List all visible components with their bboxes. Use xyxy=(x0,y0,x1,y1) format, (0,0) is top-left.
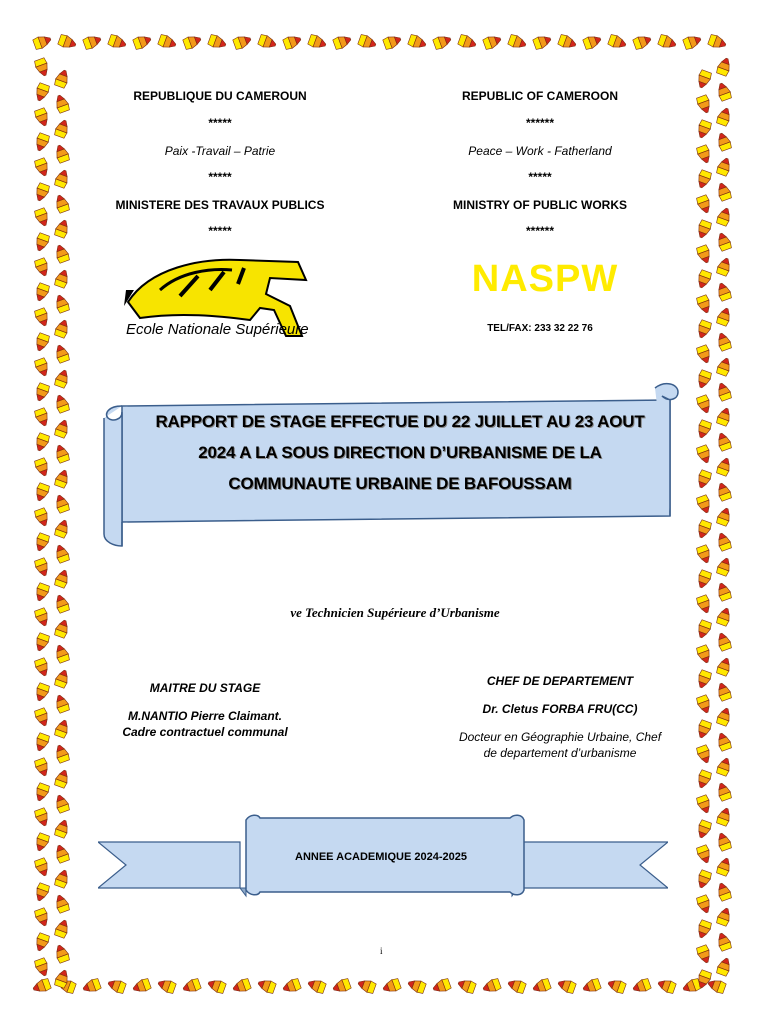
candy-corn-icon xyxy=(632,33,652,50)
candy-corn-icon xyxy=(34,257,51,277)
candy-corn-icon xyxy=(716,606,733,626)
candy-corn-icon xyxy=(81,978,101,995)
national-motto-en: Peace – Work - Fatherland xyxy=(468,144,612,158)
candy-corn-icon xyxy=(607,34,627,51)
candy-corn-icon xyxy=(53,293,70,313)
candy-corn-icon xyxy=(715,731,732,751)
candy-corn-icon xyxy=(306,977,326,994)
candy-corn-icon xyxy=(481,978,501,995)
candy-corn-icon xyxy=(716,956,733,976)
candy-corn-icon xyxy=(54,468,71,488)
candy-corn-icon xyxy=(33,882,50,902)
candy-corn-icon xyxy=(54,868,71,888)
national-motto-fr: Paix -Travail – Patrie xyxy=(164,144,276,158)
department-head-name: Dr. Cletus FORBA FRU(CC) xyxy=(482,702,638,716)
candy-corn-icon xyxy=(34,807,51,827)
candy-corn-icon xyxy=(715,881,732,901)
candy-corn-icon xyxy=(33,632,50,652)
candy-corn-icon xyxy=(53,643,70,663)
candy-corn-icon xyxy=(606,977,626,994)
candy-corn-icon xyxy=(695,569,712,589)
candy-corn-icon xyxy=(256,977,276,994)
candy-corn-icon xyxy=(696,644,713,664)
separator-stars: ***** xyxy=(208,170,232,184)
candy-corn-icon xyxy=(207,34,227,51)
candy-corn-icon xyxy=(381,978,401,995)
candy-corn-icon xyxy=(696,894,713,914)
candy-corn-icon xyxy=(715,681,732,701)
candy-corn-icon xyxy=(53,393,70,413)
candy-corn-icon xyxy=(716,356,733,376)
candy-corn-icon xyxy=(715,81,732,101)
candy-corn-icon xyxy=(33,732,50,752)
candy-corn-icon xyxy=(33,582,50,602)
candy-corn-icon xyxy=(696,744,713,764)
candy-corn-icon xyxy=(407,34,427,51)
candy-corn-icon xyxy=(54,418,71,438)
candy-corn-icon xyxy=(54,318,71,338)
candy-corn-icon xyxy=(532,33,552,50)
candy-corn-icon xyxy=(33,432,50,452)
candy-corn-icon xyxy=(107,34,127,51)
enstp-logo-caption: Ecole Nationale Supérieure xyxy=(126,321,309,338)
candy-corn-icon xyxy=(357,34,377,51)
candy-corn-icon xyxy=(431,978,451,995)
candy-corn-icon xyxy=(715,831,732,851)
candy-corn-icon xyxy=(53,443,70,463)
candy-corn-icon xyxy=(696,144,713,164)
candy-corn-icon xyxy=(432,33,452,50)
candy-corn-icon xyxy=(33,482,50,502)
candy-corn-icon xyxy=(695,769,712,789)
candy-corn-icon xyxy=(556,977,576,994)
candy-corn-icon xyxy=(696,244,713,264)
candy-corn-icon xyxy=(695,119,712,139)
candy-corn-icon xyxy=(696,844,713,864)
candy-corn-icon xyxy=(716,756,733,776)
title-scroll-banner xyxy=(100,378,682,548)
candy-corn-icon xyxy=(696,344,713,364)
candy-corn-icon xyxy=(695,69,712,89)
candy-corn-icon xyxy=(695,669,712,689)
candy-corn-icon xyxy=(716,106,733,126)
separator-stars: ****** xyxy=(525,116,555,130)
candy-corn-icon xyxy=(682,33,702,50)
separator-stars: ***** xyxy=(208,116,232,130)
country-name-fr: REPUBLIQUE DU CAMEROUN xyxy=(133,89,307,103)
candy-corn-icon xyxy=(715,181,732,201)
candy-corn-icon xyxy=(716,506,733,526)
candy-corn-icon xyxy=(707,34,727,51)
candy-corn-icon xyxy=(106,977,126,994)
candy-corn-icon xyxy=(715,481,732,501)
country-name-en: REPUBLIC OF CAMEROON xyxy=(462,89,618,103)
contact-phone: TEL/FAX: 233 32 22 76 xyxy=(487,323,593,334)
candy-corn-icon xyxy=(716,906,733,926)
candy-corn-icon xyxy=(54,518,71,538)
candy-corn-icon xyxy=(232,33,252,50)
candy-corn-icon xyxy=(34,657,51,677)
candy-corn-icon xyxy=(715,431,732,451)
candy-corn-icon xyxy=(715,581,732,601)
candy-corn-icon xyxy=(53,493,70,513)
candy-corn-icon xyxy=(696,544,713,564)
candy-corn-icon xyxy=(33,182,50,202)
candy-corn-icon xyxy=(33,832,50,852)
candy-corn-icon xyxy=(34,357,51,377)
candy-corn-icon xyxy=(33,532,50,552)
candy-corn-icon xyxy=(231,978,251,995)
candy-corn-icon xyxy=(281,978,301,995)
candy-corn-icon xyxy=(34,507,51,527)
candy-corn-icon xyxy=(557,34,577,51)
candy-corn-icon xyxy=(33,782,50,802)
candy-corn-icon xyxy=(382,33,402,50)
candy-corn-icon xyxy=(716,856,733,876)
candy-corn-icon xyxy=(716,406,733,426)
candy-corn-icon xyxy=(34,557,51,577)
candy-corn-icon xyxy=(53,793,70,813)
candy-corn-icon xyxy=(631,978,651,995)
candy-corn-icon xyxy=(715,131,732,151)
candy-corn-icon xyxy=(53,893,70,913)
candy-corn-icon xyxy=(54,918,71,938)
report-title-line-3: COMMUNAUTE URBAINE DE BAFOUSSAM xyxy=(228,474,572,493)
candy-corn-icon xyxy=(34,907,51,927)
candy-corn-icon xyxy=(34,407,51,427)
candy-corn-icon xyxy=(54,118,71,138)
candy-corn-icon xyxy=(34,207,51,227)
candy-corn-icon xyxy=(696,94,713,114)
candy-corn-icon xyxy=(715,781,732,801)
candy-corn-icon xyxy=(53,943,70,963)
separator-stars: ***** xyxy=(528,170,552,184)
candy-corn-icon xyxy=(53,743,70,763)
candy-corn-icon xyxy=(695,519,712,539)
candy-corn-icon xyxy=(695,219,712,239)
candy-corn-icon xyxy=(716,456,733,476)
candy-corn-icon xyxy=(456,977,476,994)
candy-corn-icon xyxy=(695,369,712,389)
candy-corn-icon xyxy=(457,34,477,51)
candy-corn-icon xyxy=(34,607,51,627)
candy-corn-icon xyxy=(32,33,52,50)
candy-corn-icon xyxy=(34,457,51,477)
candy-corn-icon xyxy=(696,394,713,414)
candy-corn-icon xyxy=(716,256,733,276)
candy-corn-icon xyxy=(696,694,713,714)
candy-corn-icon xyxy=(34,957,51,977)
candy-corn-icon xyxy=(34,707,51,727)
candy-corn-icon xyxy=(582,33,602,50)
candy-corn-icon xyxy=(696,194,713,214)
candy-corn-icon xyxy=(57,34,77,51)
candy-corn-icon xyxy=(34,157,51,177)
candy-corn-icon xyxy=(406,977,426,994)
candy-corn-icon xyxy=(54,668,71,688)
candy-corn-icon xyxy=(34,307,51,327)
candy-corn-icon xyxy=(482,33,502,50)
candy-corn-icon xyxy=(54,618,71,638)
naspw-logo: NASPW xyxy=(471,258,619,300)
candy-corn-icon xyxy=(716,656,733,676)
candy-corn-icon xyxy=(82,33,102,50)
candy-corn-icon xyxy=(182,33,202,50)
candy-corn-icon xyxy=(696,294,713,314)
candy-corn-icon xyxy=(34,107,51,127)
candy-corn-icon xyxy=(695,469,712,489)
candy-corn-icon xyxy=(715,631,732,651)
candy-corn-icon xyxy=(34,857,51,877)
candy-corn-icon xyxy=(54,768,71,788)
candy-corn-icon xyxy=(695,919,712,939)
candy-corn-icon xyxy=(695,819,712,839)
academic-year: ANNEE ACADEMIQUE 2024-2025 xyxy=(295,851,467,863)
candy-corn-icon xyxy=(31,978,51,995)
candy-corn-icon xyxy=(33,682,50,702)
report-title-line-1: RAPPORT DE STAGE EFFECTUE DU 22 JUILLET AU 23 AOUT xyxy=(155,412,645,431)
candy-corn-icon xyxy=(33,932,50,952)
candy-corn-icon xyxy=(656,977,676,994)
candy-corn-icon xyxy=(34,757,51,777)
candy-corn-icon xyxy=(131,978,151,995)
candy-corn-icon xyxy=(696,444,713,464)
separator-stars: ***** xyxy=(208,224,232,238)
supervisor-position: Cadre contractuel communal xyxy=(122,725,288,739)
candy-corn-icon xyxy=(53,693,70,713)
candy-corn-icon xyxy=(715,281,732,301)
candy-corn-icon xyxy=(33,232,50,252)
candy-corn-icon xyxy=(356,977,376,994)
candy-corn-icon xyxy=(156,977,176,994)
candy-corn-icon xyxy=(716,56,733,76)
report-subtitle: ve Technicien Supérieure d’Urbanisme xyxy=(290,605,500,620)
enstp-logo xyxy=(120,250,315,342)
candy-corn-icon xyxy=(716,806,733,826)
candy-corn-icon xyxy=(332,33,352,50)
candy-corn-icon xyxy=(206,977,226,994)
candy-corn-icon xyxy=(581,978,601,995)
supervisor-name: M.NANTIO Pierre Claimant. xyxy=(127,709,283,723)
candy-corn-icon xyxy=(331,978,351,995)
candy-corn-icon xyxy=(715,231,732,251)
candy-corn-icon xyxy=(53,543,70,563)
candy-corn-icon xyxy=(33,382,50,402)
candy-corn-icon xyxy=(695,319,712,339)
candy-corn-icon xyxy=(54,168,71,188)
separator-stars: ****** xyxy=(525,224,555,238)
candy-corn-icon xyxy=(507,34,527,51)
candy-corn-icon xyxy=(695,419,712,439)
candy-corn-icon xyxy=(715,931,732,951)
candy-corn-icon xyxy=(33,82,50,102)
candy-corn-icon xyxy=(157,34,177,51)
supervisor-role: MAITRE DU STAGE xyxy=(149,681,261,695)
candy-corn-icon xyxy=(34,57,51,77)
candy-corn-icon xyxy=(33,132,50,152)
candy-corn-icon xyxy=(181,978,201,995)
candy-corn-icon xyxy=(53,193,70,213)
candy-corn-icon xyxy=(695,719,712,739)
ministry-name-en: MINISTRY OF PUBLIC WORKS xyxy=(453,198,627,212)
candy-corn-icon xyxy=(681,978,701,995)
candy-corn-icon xyxy=(54,268,71,288)
candy-corn-icon xyxy=(282,33,302,50)
ministry-name-fr: MINISTERE DES TRAVAUX PUBLICS xyxy=(115,198,325,212)
candy-corn-icon xyxy=(53,243,70,263)
candy-corn-icon xyxy=(696,494,713,514)
candy-corn-icon xyxy=(33,282,50,302)
candy-corn-icon xyxy=(696,594,713,614)
candy-corn-icon xyxy=(54,68,71,88)
candy-corn-icon xyxy=(695,269,712,289)
candy-corn-icon xyxy=(257,34,277,51)
candy-corn-icon xyxy=(695,869,712,889)
candy-corn-icon xyxy=(506,977,526,994)
candy-corn-icon xyxy=(53,343,70,363)
candy-corn-icon xyxy=(53,593,70,613)
page-number: i xyxy=(380,946,383,956)
candy-corn-icon xyxy=(695,619,712,639)
candy-corn-icon xyxy=(54,218,71,238)
candy-corn-icon xyxy=(54,818,71,838)
candy-corn-icon xyxy=(54,368,71,388)
candy-corn-icon xyxy=(307,34,327,51)
candy-corn-icon xyxy=(696,944,713,964)
candy-corn-icon xyxy=(715,331,732,351)
candy-corn-icon xyxy=(695,169,712,189)
candy-corn-icon xyxy=(54,718,71,738)
candy-corn-icon xyxy=(54,568,71,588)
department-head-position-1: Docteur en Géographie Urbaine, Chef xyxy=(458,730,662,744)
department-head-position-2: de departement d’urbanisme xyxy=(483,746,637,760)
candy-corn-icon xyxy=(53,93,70,113)
candy-corn-icon xyxy=(716,206,733,226)
candy-corn-icon xyxy=(53,143,70,163)
department-head-role: CHEF DE DEPARTEMENT xyxy=(486,674,634,688)
candy-corn-icon xyxy=(716,706,733,726)
candy-corn-icon xyxy=(716,156,733,176)
candy-corn-icon xyxy=(716,306,733,326)
candy-corn-icon xyxy=(657,34,677,51)
candy-corn-icon xyxy=(53,843,70,863)
candy-corn-icon xyxy=(132,33,152,50)
report-title-line-2: 2024 A LA SOUS DIRECTION D’URBANISME DE LA xyxy=(198,443,602,462)
candy-corn-icon xyxy=(716,556,733,576)
candy-corn-icon xyxy=(33,332,50,352)
candy-corn-icon xyxy=(531,978,551,995)
candy-corn-icon xyxy=(696,794,713,814)
candy-corn-icon xyxy=(715,531,732,551)
candy-corn-icon xyxy=(715,381,732,401)
